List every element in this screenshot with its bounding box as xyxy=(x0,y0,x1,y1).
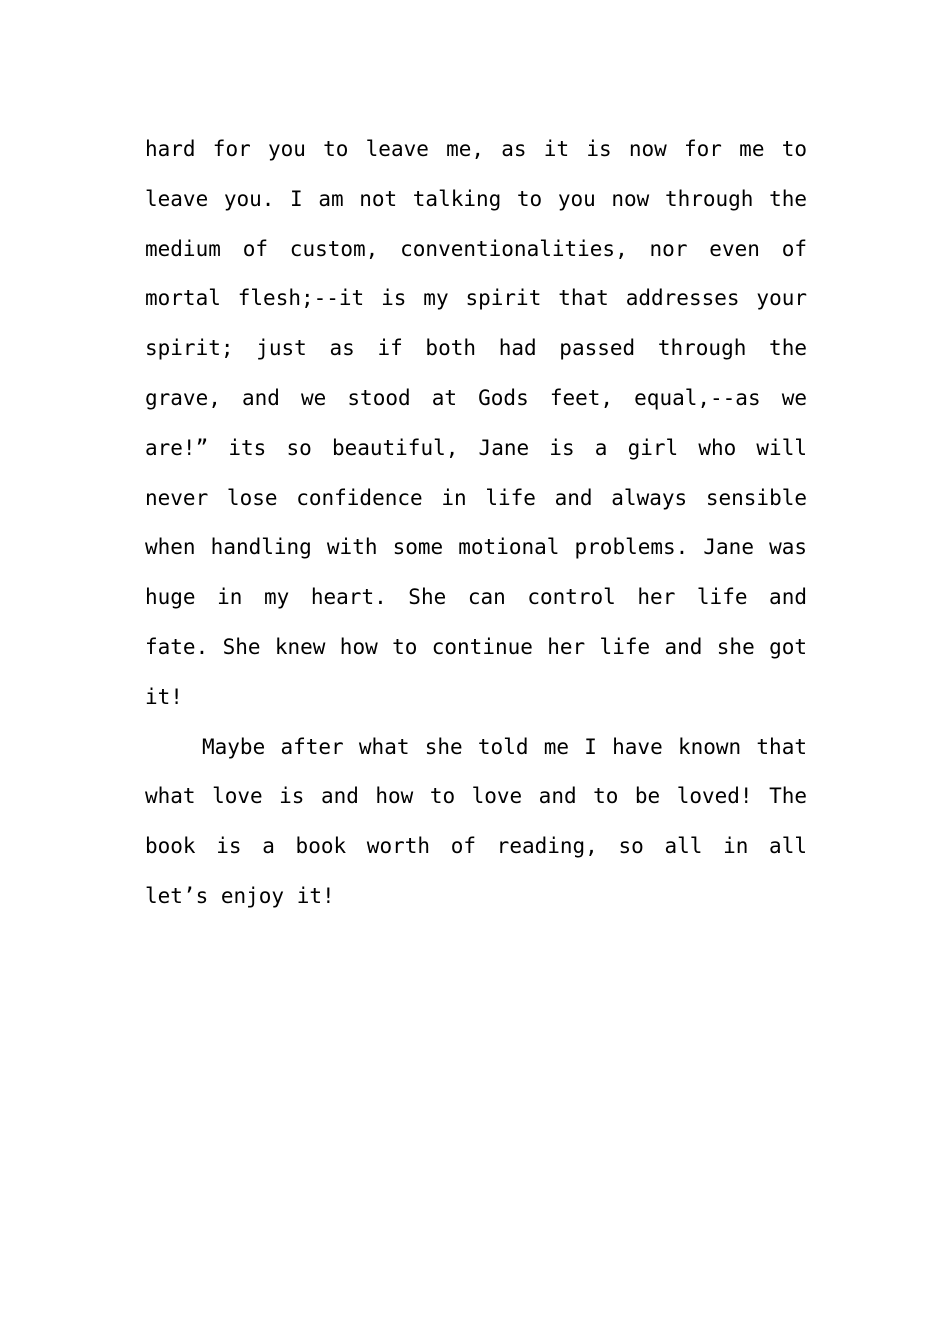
text-line: let’s enjoy it! xyxy=(145,883,335,908)
text-line: it! xyxy=(145,684,183,709)
text-line: huge in my heart. She can control her life and xyxy=(145,585,807,610)
text-line: never lose confidence in life and always sensible xyxy=(145,485,807,510)
text-line: grave, and we stood at Gods feet, equal,--as we xyxy=(145,385,807,410)
text-line: are!” its so beautiful, Jane is a girl who will xyxy=(145,435,807,460)
text-line: mortal flesh;--it is my spirit that addresses your xyxy=(145,286,807,311)
text-line: fate. She knew how to continue her life and she got xyxy=(145,634,807,659)
text-line: what love is and how to love and to be loved! The xyxy=(145,784,807,809)
text-line: hard for you to leave me, as it is now for me to xyxy=(145,137,807,161)
body-text xyxy=(145,125,807,922)
text-line: leave you. I am not talking to you now through the xyxy=(145,186,807,211)
paragraph-first-line: Maybe after what she told me I have known that xyxy=(202,734,807,759)
text-line: medium of custom, conventionalities, nor even of xyxy=(145,236,807,261)
text-line: when handling with some motional problems. Jane was xyxy=(145,535,807,560)
text-line: spirit; just as if both had passed through the xyxy=(145,336,807,361)
text-line: book is a book worth of reading, so all in all xyxy=(145,834,807,859)
